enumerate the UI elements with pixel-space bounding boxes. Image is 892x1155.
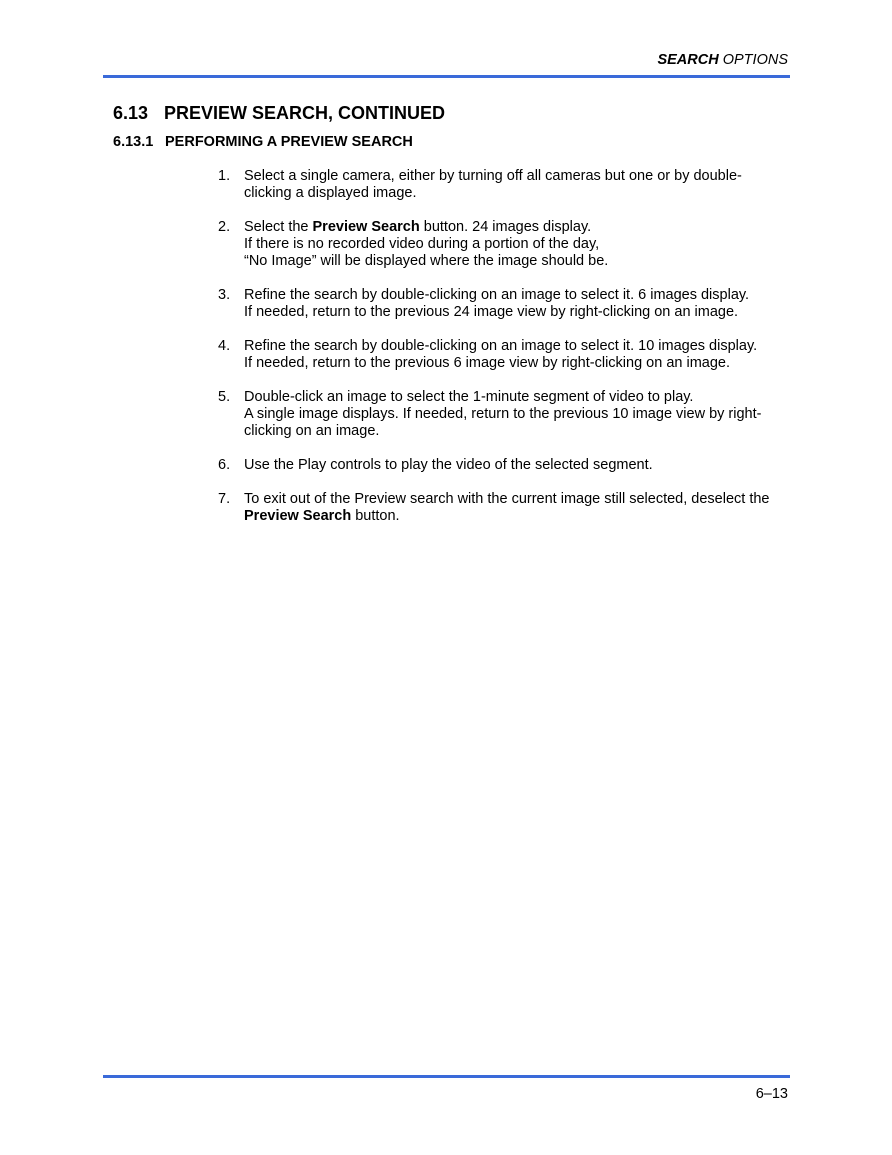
header-rule bbox=[103, 75, 790, 78]
step-number: 7. bbox=[218, 491, 231, 507]
step-item bbox=[218, 168, 778, 202]
subsection-title: PERFORMING A PREVIEW SEARCH bbox=[165, 134, 413, 150]
step-line: If needed, return to the previous 6 image view by right-clicking on an image. bbox=[244, 355, 731, 371]
step-line: Use the Play controls to play the video of the selected segment. bbox=[244, 457, 653, 473]
step-item bbox=[218, 287, 778, 321]
subsection-number: 6.13.1 bbox=[113, 134, 154, 150]
step-line: To exit out of the Preview search with the current image still selected, deselect the bbox=[244, 491, 770, 507]
subsection-heading bbox=[113, 134, 413, 150]
section-number: 6.13 bbox=[113, 103, 149, 123]
step-line: If there is no recorded video during a portion of the day, bbox=[244, 236, 600, 252]
step-body bbox=[244, 168, 778, 202]
step-body bbox=[244, 287, 778, 321]
step-number: 4. bbox=[218, 338, 231, 354]
step-line bbox=[244, 508, 778, 525]
step-item bbox=[218, 457, 778, 474]
header-title-bold: SEARCH bbox=[657, 52, 719, 68]
page-number: 6–13 bbox=[755, 1086, 788, 1102]
step-line: If needed, return to the previous 24 image view by right-clicking on an image. bbox=[244, 304, 739, 320]
step-item bbox=[218, 389, 778, 440]
step-line: “No Image” will be displayed where the image should be. bbox=[244, 253, 609, 269]
step-number: 1. bbox=[218, 168, 231, 184]
step-item bbox=[218, 338, 778, 372]
step-bold-term: Preview Search bbox=[244, 508, 352, 524]
footer-rule bbox=[103, 1075, 790, 1078]
step-text: button. 24 images display. bbox=[419, 219, 592, 235]
running-header bbox=[657, 52, 788, 68]
step-item bbox=[218, 491, 778, 525]
step-body bbox=[244, 338, 778, 372]
step-number: 5. bbox=[218, 389, 231, 405]
step-line: clicking on an image. bbox=[244, 423, 380, 439]
step-number: 2. bbox=[218, 219, 231, 235]
step-body bbox=[244, 389, 778, 440]
step-line bbox=[244, 219, 778, 236]
step-line: clicking a displayed image. bbox=[244, 185, 417, 201]
step-line: Select a single camera, either by turning off all cameras but one or by double- bbox=[244, 168, 742, 184]
step-line: Refine the search by double-clicking on an image to select it. 6 images display. bbox=[244, 287, 750, 303]
step-text: button. bbox=[351, 508, 400, 524]
section-title: PREVIEW SEARCH, CONTINUED bbox=[164, 103, 446, 123]
step-number: 6. bbox=[218, 457, 231, 473]
step-line: A single image displays. If needed, return to the previous 10 image view by right- bbox=[244, 406, 762, 422]
step-line: Double-click an image to select the 1-minute segment of video to play. bbox=[244, 389, 694, 405]
header-title-rest: OPTIONS bbox=[718, 52, 788, 68]
step-body bbox=[244, 491, 778, 525]
step-body bbox=[244, 457, 778, 474]
step-line: Refine the search by double-clicking on an image to select it. 10 images display. bbox=[244, 338, 758, 354]
section-heading bbox=[113, 103, 445, 124]
step-item bbox=[218, 219, 778, 270]
steps-list bbox=[218, 168, 778, 542]
step-bold-term: Preview Search bbox=[312, 219, 420, 235]
step-number: 3. bbox=[218, 287, 231, 303]
step-text: Select the bbox=[244, 219, 313, 235]
step-body bbox=[244, 219, 778, 270]
